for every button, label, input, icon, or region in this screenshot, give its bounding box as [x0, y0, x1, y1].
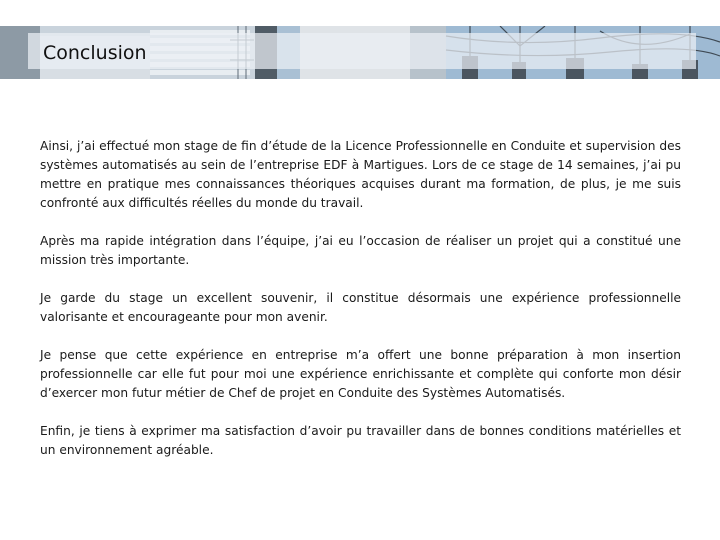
slide-body [40, 137, 681, 460]
slide-title: Conclusion [43, 42, 147, 64]
paragraph: Je pense que cette expérience en entreprise m’a offert une bonne préparation à mon insertion professionnelle car elle fut pour moi une expérience enrichissante et complète qui conforte mon désir d’exercer mon futur métier de Chef de projet en Conduite des Systèmes Automatisés. [40, 348, 681, 400]
paragraph: Je garde du stage un excellent souvenir, il constitue désormais une expérience professionnelle valorisante et encourageante pour mon avenir. [40, 291, 681, 324]
paragraph: Ainsi, j’ai effectué mon stage de fin d’étude de la Licence Professionnelle en Conduite et supervision des systèmes automatisés au sein de l’entreprise EDF à Martigues. Lors de ce stage de 14 semaines, j’ai pu mettre en pratique mes connaissances théoriques acquises durant ma formation, de plus, je me suis confronté aux difficultés réelles du monde du travail. [40, 139, 681, 210]
paragraph: Après ma rapide intégration dans l’équipe, j’ai eu l’occasion de réaliser un projet qui a constitué une mission très importante. [40, 234, 681, 267]
paragraph: Enfin, je tiens à exprimer ma satisfaction d’avoir pu travailler dans de bonnes conditions matérielles et un environnement agréable. [40, 424, 681, 457]
